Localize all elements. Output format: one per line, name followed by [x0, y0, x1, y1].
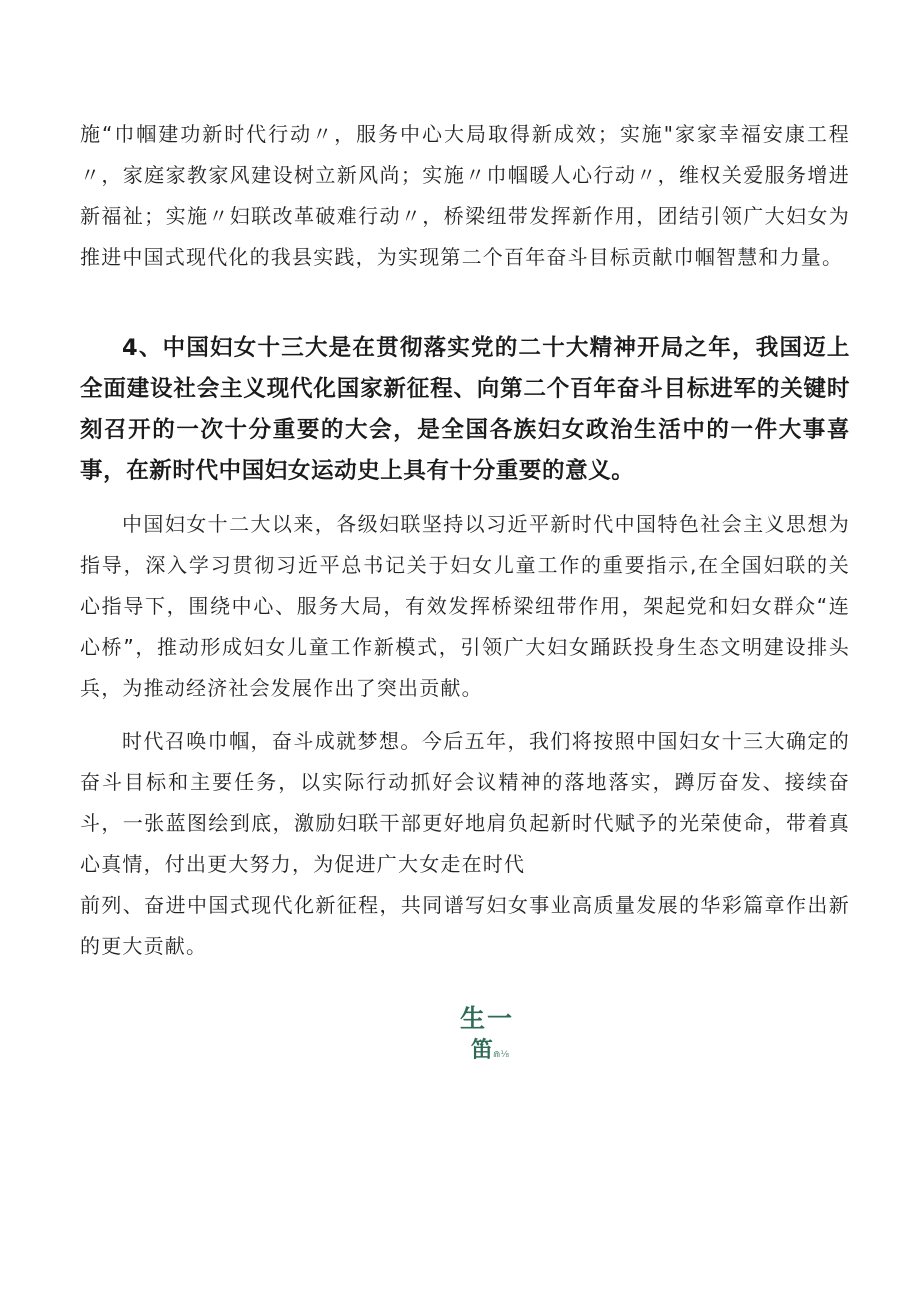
footer-mark-line-1: 生一 — [460, 1004, 515, 1033]
paragraph-2-bold: 4、中国妇女十三大是在贯彻落实党的二十大精神开局之年，我国迈上全面建设社会主义现代化国家新征程、向第二个百年奋斗目标进军的关键时刻召开的一次十分重要的大会，是全国各族妇女政治生活中的一件大事喜事，在新时代中国妇女运动史上具有十分重要的意义。 — [80, 335, 850, 484]
footer-mark — [460, 1002, 514, 1070]
paragraph-3: 中国妇女十二大以来，各级妇联坚持以习近平新时代中国特色社会主义思想为指导，深入学习贯彻习近平总书记关于妇女儿童工作的重要指示,在全国妇联的关心指导下，围绕中心、服务大局，有效发挥桥梁纽带作用，架起党和妇女群众“连心桥”，推动形成妇女儿童工作新模式，引领广大妇女踊跃投身生态文明建设排头兵，为推动经济社会发展作出了突出贡献。 — [80, 512, 850, 700]
paragraph-4-part-2: 前列、奋进中国式现代化新征程，共同谱写妇女事业高质量发展的华彩篇章作出新的更大贡献。 — [80, 893, 850, 958]
paragraph-4 — [80, 721, 850, 967]
paragraph-4-part-1: 时代召唤巾帼，奋斗成就梦想。今后五年，我们将按照中国妇女十三大确定的奋斗目标和主要任务，以实际行动抓好会议精神的落地落实，蹲厉奋发、接续奋斗，一张蓝图绘到底，激励妇联干部更好地肩负起新时代赋予的光荣使命，带着真心真情，付出更大努力，为促进广大女走在时代 — [80, 729, 850, 876]
footer-mark-small-text: ⋒⅛ — [492, 1050, 510, 1060]
footer-mark-glyph: 笛 — [470, 1038, 493, 1063]
paragraph-1: 施“巾帼建功新时代行动〃，服务中心大局取得新成效；实施"家家幸福安康工程〃，家庭家教家风建设树立新风尚；实施〃巾帼暖人心行动〃，维权关爱服务增进新福祉；实施〃妇联改革破难行动〃，桥梁纽带发挥新作用，团结引领广大妇女为推进中国式现代化的我县实践，为实现第二个百年奋斗目标贡献巾帼智慧和力量。 — [80, 122, 850, 269]
footer-mark-line-2 — [460, 1036, 514, 1070]
